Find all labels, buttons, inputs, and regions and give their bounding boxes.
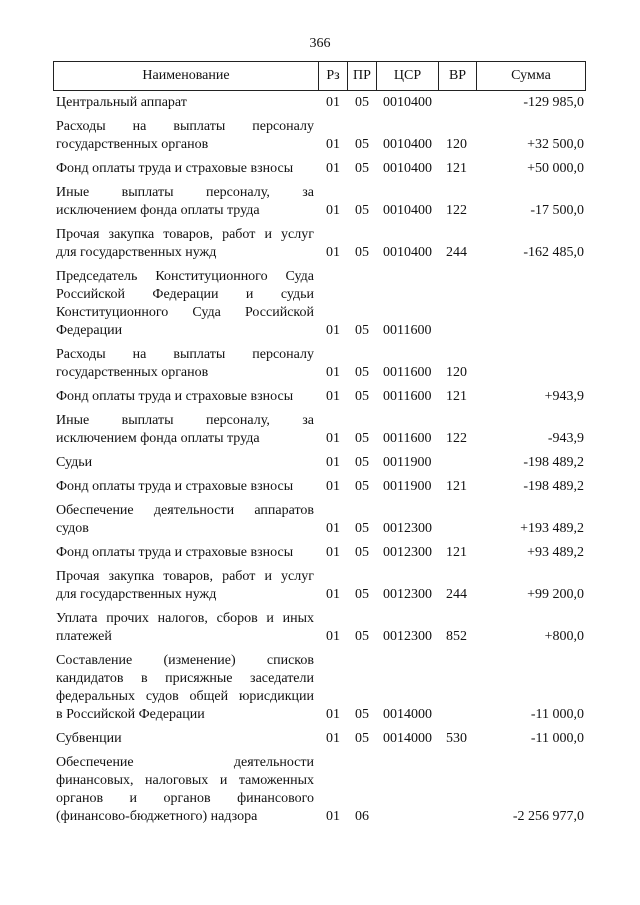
row-rz: 01 <box>326 587 340 602</box>
row-csr: 0010400 <box>383 95 432 110</box>
row-name-line: федеральных судов общей юрисдикции <box>56 689 314 704</box>
table-row <box>0 346 640 382</box>
row-name-line: Обеспечение деятельности <box>56 755 314 770</box>
row-csr: 0011600 <box>383 323 432 338</box>
row-sum: +800,0 <box>544 629 584 644</box>
page-number: 366 <box>309 36 331 51</box>
row-name-line: Расходы на выплаты персоналу <box>56 347 314 362</box>
row-name-line: в Российской Федерации <box>56 707 205 722</box>
table-row <box>0 454 640 472</box>
row-pr: 05 <box>355 203 369 218</box>
row-name <box>56 94 314 112</box>
row-pr: 05 <box>355 629 369 644</box>
row-sum: -162 485,0 <box>523 245 584 260</box>
row-csr: 0011600 <box>383 365 432 380</box>
row-name-line: Прочая закупка товаров, работ и услуг <box>56 227 314 242</box>
row-rz: 01 <box>326 707 340 722</box>
header-csr: ЦСР <box>376 62 438 90</box>
table-header <box>53 61 586 91</box>
row-name-line: Фонд оплаты труда и страховые взносы <box>56 545 294 560</box>
row-csr: 0010400 <box>383 137 432 152</box>
row-name-line: Судьи <box>56 455 93 470</box>
row-name-line: для государственных нужд <box>56 587 217 602</box>
row-csr: 0010400 <box>383 245 432 260</box>
row-rz: 01 <box>326 521 340 536</box>
row-rz: 01 <box>326 137 340 152</box>
row-name <box>56 268 314 340</box>
row-name <box>56 754 314 826</box>
table-row <box>0 268 640 340</box>
row-name <box>56 412 314 448</box>
row-name-line: Председатель Конституционного Суда <box>56 269 314 284</box>
row-rz: 01 <box>326 809 340 824</box>
row-pr: 05 <box>355 431 369 446</box>
row-vr: 121 <box>446 389 467 404</box>
row-name-line: Конституционного Суда Российской <box>56 305 314 320</box>
row-name-line: государственных органов <box>56 365 209 380</box>
row-name <box>56 610 314 646</box>
row-csr: 0010400 <box>383 161 432 176</box>
header-rz: Рз <box>318 62 347 90</box>
header-sum: Сумма <box>476 62 586 90</box>
header-vr: ВР <box>438 62 476 90</box>
row-name-line: Российской Федерации и судьи <box>56 287 314 302</box>
row-name-line: Расходы на выплаты персоналу <box>56 119 314 134</box>
table-body <box>0 94 640 832</box>
row-csr: 0014000 <box>383 707 432 722</box>
row-csr: 0011900 <box>383 479 432 494</box>
row-pr: 05 <box>355 323 369 338</box>
row-name <box>56 478 314 496</box>
table-row <box>0 94 640 112</box>
row-pr: 05 <box>355 587 369 602</box>
row-name <box>56 184 314 220</box>
row-name-line: для государственных нужд <box>56 245 217 260</box>
row-name <box>56 544 314 562</box>
table-row <box>0 388 640 406</box>
row-pr: 06 <box>355 809 369 824</box>
row-name-line: исключением фонда оплаты труда <box>56 431 260 446</box>
table-row <box>0 478 640 496</box>
row-csr: 0012300 <box>383 587 432 602</box>
row-pr: 05 <box>355 707 369 722</box>
row-name <box>56 730 314 748</box>
row-name-line: Фонд оплаты труда и страховые взносы <box>56 161 294 176</box>
row-pr: 05 <box>355 161 369 176</box>
row-rz: 01 <box>326 731 340 746</box>
row-name-line: Составление (изменение) списков <box>56 653 314 668</box>
row-name <box>56 502 314 538</box>
row-sum: -129 985,0 <box>523 95 584 110</box>
row-vr: 120 <box>446 365 467 380</box>
row-rz: 01 <box>326 245 340 260</box>
row-name-line: государственных органов <box>56 137 209 152</box>
row-rz: 01 <box>326 431 340 446</box>
row-name-line: кандидатов в присяжные заседатели <box>56 671 314 686</box>
row-name <box>56 226 314 262</box>
row-name <box>56 346 314 382</box>
row-pr: 05 <box>355 245 369 260</box>
row-name-line: финансовых, налоговых и таможенных <box>56 773 314 788</box>
row-sum: -11 000,0 <box>530 707 584 722</box>
row-pr: 05 <box>355 389 369 404</box>
row-sum: +32 500,0 <box>527 137 584 152</box>
row-pr: 05 <box>355 521 369 536</box>
row-csr: 0014000 <box>383 731 432 746</box>
row-pr: 05 <box>355 479 369 494</box>
header-pr: ПР <box>347 62 376 90</box>
table-row <box>0 730 640 748</box>
row-pr: 05 <box>355 137 369 152</box>
row-pr: 05 <box>355 95 369 110</box>
row-vr: 121 <box>446 479 467 494</box>
row-vr: 122 <box>446 431 467 446</box>
row-name <box>56 454 314 472</box>
row-vr: 122 <box>446 203 467 218</box>
row-name-line: Фонд оплаты труда и страховые взносы <box>56 389 294 404</box>
row-csr: 0011900 <box>383 455 432 470</box>
table-row <box>0 610 640 646</box>
row-name-line: Центральный аппарат <box>56 95 187 110</box>
row-rz: 01 <box>326 161 340 176</box>
row-sum: +93 489,2 <box>527 545 584 560</box>
row-vr: 852 <box>446 629 467 644</box>
table-row <box>0 544 640 562</box>
row-sum: +943,9 <box>544 389 584 404</box>
row-vr: 121 <box>446 545 467 560</box>
table-row <box>0 652 640 724</box>
row-name <box>56 160 314 178</box>
row-rz: 01 <box>326 323 340 338</box>
row-rz: 01 <box>326 455 340 470</box>
row-sum: +193 489,2 <box>520 521 584 536</box>
row-name-line: Федерации <box>56 323 123 338</box>
row-csr: 0012300 <box>383 545 432 560</box>
row-pr: 05 <box>355 455 369 470</box>
row-sum: -2 256 977,0 <box>512 809 584 824</box>
row-name-line: Уплата прочих налогов, сборов и иных <box>56 611 314 626</box>
row-rz: 01 <box>326 389 340 404</box>
row-rz: 01 <box>326 203 340 218</box>
row-rz: 01 <box>326 95 340 110</box>
row-csr: 0010400 <box>383 203 432 218</box>
row-pr: 05 <box>355 365 369 380</box>
row-rz: 01 <box>326 479 340 494</box>
row-pr: 05 <box>355 545 369 560</box>
row-name-line: Прочая закупка товаров, работ и услуг <box>56 569 314 584</box>
row-vr: 120 <box>446 137 467 152</box>
row-csr: 0011600 <box>383 389 432 404</box>
row-name-line: Иные выплаты персоналу, за <box>56 413 314 428</box>
row-name <box>56 388 314 406</box>
row-name-line: Иные выплаты персоналу, за <box>56 185 314 200</box>
table-row <box>0 502 640 538</box>
row-sum: -11 000,0 <box>530 731 584 746</box>
row-name <box>56 118 314 154</box>
row-sum: -943,9 <box>547 431 584 446</box>
row-name <box>56 652 314 724</box>
row-name-line: Фонд оплаты труда и страховые взносы <box>56 479 294 494</box>
row-csr: 0012300 <box>383 521 432 536</box>
row-name-line: (финансово-бюджетного) надзора <box>56 809 258 824</box>
table-row <box>0 412 640 448</box>
row-vr: 244 <box>446 587 467 602</box>
row-vr: 121 <box>446 161 467 176</box>
table-row <box>0 184 640 220</box>
row-name-line: судов <box>56 521 89 536</box>
row-pr: 05 <box>355 731 369 746</box>
table-row <box>0 226 640 262</box>
row-rz: 01 <box>326 629 340 644</box>
row-rz: 01 <box>326 545 340 560</box>
row-vr: 244 <box>446 245 467 260</box>
row-vr: 530 <box>446 731 467 746</box>
row-name-line: платежей <box>56 629 112 644</box>
row-rz: 01 <box>326 365 340 380</box>
row-sum: +99 200,0 <box>527 587 584 602</box>
row-name-line: Субвенции <box>56 731 122 746</box>
table-row <box>0 568 640 604</box>
row-name <box>56 568 314 604</box>
table-row <box>0 160 640 178</box>
row-csr: 0012300 <box>383 629 432 644</box>
row-sum: -198 489,2 <box>523 479 584 494</box>
row-sum: -17 500,0 <box>530 203 584 218</box>
table-row <box>0 754 640 826</box>
row-sum: -198 489,2 <box>523 455 584 470</box>
row-name-line: исключением фонда оплаты труда <box>56 203 260 218</box>
row-name-line: Обеспечение деятельности аппаратов <box>56 503 314 518</box>
table-row <box>0 118 640 154</box>
row-sum: +50 000,0 <box>527 161 584 176</box>
row-csr: 0011600 <box>383 431 432 446</box>
header-name: Наименование <box>53 62 318 90</box>
row-name-line: органов и органов финансового <box>56 791 314 806</box>
